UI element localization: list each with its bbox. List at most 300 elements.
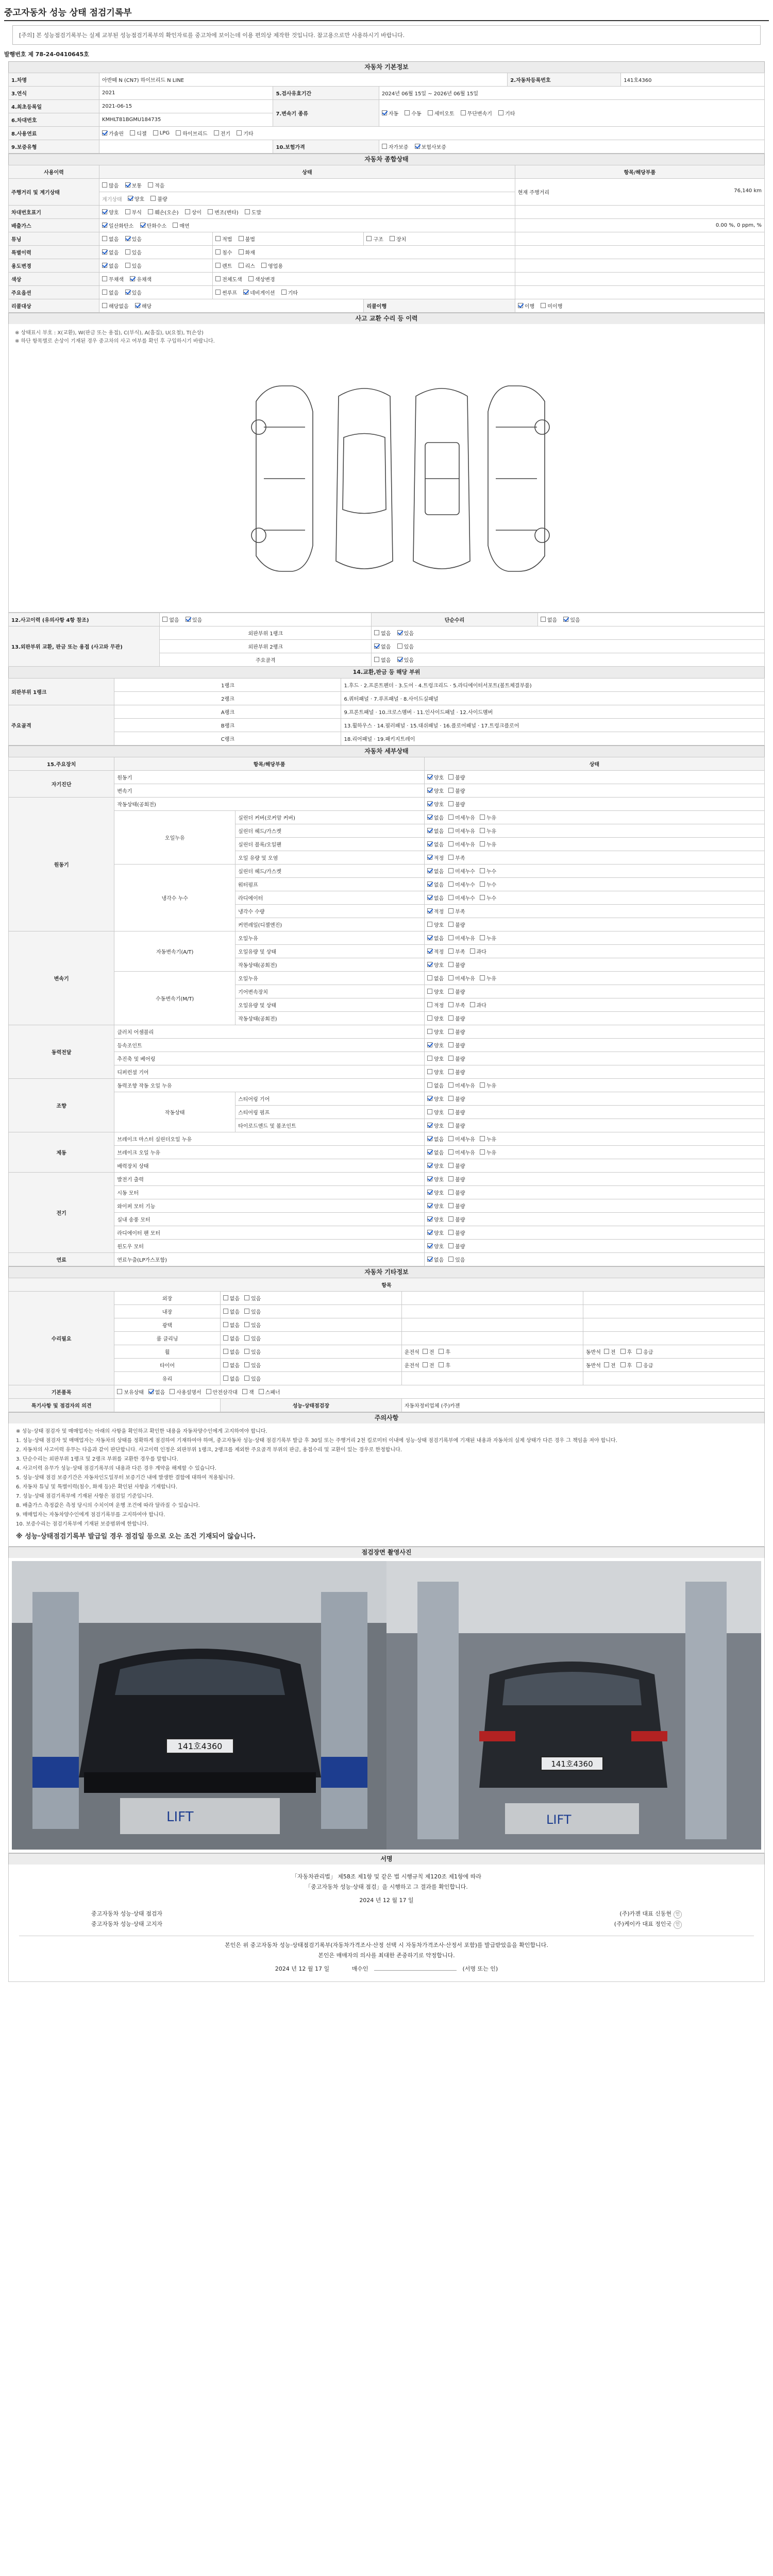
detail-state-check[interactable]: 미세누수	[448, 880, 475, 888]
mileage-many-check[interactable]: 많음	[102, 181, 119, 189]
checkbox	[427, 1015, 432, 1021]
checkbox	[223, 1295, 228, 1300]
other-extra-check[interactable]: 전	[604, 1361, 616, 1369]
detail-state-check[interactable]: 미세누유	[448, 934, 475, 942]
other-opinion-label: 특기사항 및 점검자의 의견	[9, 1399, 114, 1412]
detail-item-label: 등속조인트	[114, 1039, 424, 1052]
fuel-hybrid-check[interactable]: 하이브리드	[176, 129, 207, 137]
emission-smoke-check[interactable]: 매연	[173, 222, 189, 229]
detail-state-check[interactable]: 불량	[448, 1162, 465, 1170]
checkbox	[448, 989, 453, 994]
fuel-electric-check[interactable]: 전기	[214, 129, 230, 137]
checkbox	[390, 236, 395, 241]
detail-state-check[interactable]: 불량	[448, 988, 465, 995]
section-title: 주의사항	[8, 1412, 765, 1423]
special-yes-check[interactable]: 있음	[125, 248, 142, 256]
accident-yes-check[interactable]: 있음	[186, 616, 202, 623]
option-etc-check[interactable]: 기타	[281, 289, 298, 296]
recall-undone-check[interactable]: 미이행	[541, 302, 562, 310]
special-note	[515, 246, 764, 259]
other-state-check[interactable]: 있음	[244, 1308, 261, 1315]
detail-state-check[interactable]: 부족	[448, 1001, 465, 1009]
detail-state-check[interactable]: 양호	[427, 1041, 444, 1049]
emission-value: 0.00 %, 0 ppm, %	[515, 219, 764, 232]
mileage-few-check[interactable]: 적음	[148, 181, 164, 189]
other-extra-check[interactable]: 후	[439, 1361, 450, 1369]
detail-state-check[interactable]: 양호	[427, 1108, 444, 1116]
detail-state-check[interactable]: 미세누수	[448, 867, 475, 875]
section-accident	[8, 313, 765, 745]
recall-none-check[interactable]: 해당없음	[102, 302, 129, 310]
buyer-sign-field[interactable]	[374, 1970, 457, 1971]
warranty-insurer-check[interactable]: 보험사보증	[415, 143, 446, 150]
section-title: 서명	[8, 1853, 765, 1865]
other-state-check[interactable]: 없음	[223, 1308, 240, 1315]
tuning-none-check[interactable]: 없음	[102, 235, 119, 243]
detail-state-check[interactable]: 양호	[427, 1162, 444, 1170]
detail-state-check[interactable]: 불량	[448, 1242, 465, 1250]
detail-state-check[interactable]: 불량	[448, 1175, 465, 1183]
checkbox-checked	[102, 223, 107, 228]
detail-state-check[interactable]: 없음	[427, 1135, 444, 1143]
checkbox-checked	[102, 249, 107, 255]
detail-state-check[interactable]: 없음	[427, 867, 444, 875]
trans-etc-check[interactable]: 기타	[498, 109, 515, 117]
detail-state-check[interactable]: 양호	[427, 961, 444, 969]
checkbox	[176, 130, 181, 135]
detail-state-check[interactable]: 양호	[427, 1014, 444, 1022]
caution-line: 2. 자동차의 사고이력 유무는 다음과 같이 판단합니다. 사고이력 인정은 외판부위 1랭크, 2랭크를 제외한 주요골격 부위의 판금, 용접수리 및 교환이 있는 경우로 한정합니다.	[16, 1447, 402, 1453]
detail-state-check[interactable]: 누수	[480, 894, 496, 902]
special-fire-check[interactable]: 화재	[239, 248, 255, 256]
checkbox	[448, 1190, 453, 1195]
detail-state-check[interactable]: 미세누유	[448, 814, 475, 821]
detail-item-label: 시동 모터	[114, 1186, 424, 1199]
option-label: 주요옵션	[9, 286, 99, 299]
detail-state-options	[424, 1106, 764, 1119]
detail-state-check[interactable]: 불량	[448, 961, 465, 969]
table-row	[9, 1065, 765, 1079]
detail-state-options	[424, 1226, 764, 1240]
trans-auto-check[interactable]: 자동	[382, 109, 398, 117]
detail-state-check[interactable]: 양호	[427, 1175, 444, 1183]
table-row	[9, 1399, 765, 1412]
other-basic-check[interactable]: 없음	[148, 1388, 165, 1396]
detail-item-label: 와이퍼 모터 기능	[114, 1199, 424, 1213]
checkbox	[244, 1309, 249, 1314]
vin-damage-check[interactable]: 훼손(오손)	[148, 208, 178, 216]
recall-yes-check[interactable]: 해당	[135, 302, 152, 310]
checkbox	[448, 1015, 453, 1021]
detail-state-check[interactable]: 양호	[427, 773, 444, 781]
detail-state-check[interactable]: 불량	[448, 1095, 465, 1103]
fuel-options	[99, 127, 765, 140]
detail-state-check[interactable]: 누유	[480, 827, 496, 835]
frame-yes-check[interactable]: 있음	[397, 656, 414, 664]
checkbox	[259, 1389, 264, 1394]
vin-paint-check[interactable]: 도말	[245, 208, 261, 216]
detail-state-check[interactable]: 불량	[448, 1028, 465, 1036]
detail-state-check[interactable]: 양호	[427, 1122, 444, 1129]
detail-state-check[interactable]: 누유	[480, 1148, 496, 1156]
use-yes-check[interactable]: 있음	[125, 262, 142, 269]
other-extra-check[interactable]: 후	[620, 1361, 632, 1369]
checkbox	[480, 1082, 485, 1088]
repair-yes-check[interactable]: 있음	[563, 616, 580, 623]
tuning-sub2	[364, 232, 515, 246]
trans-semi-check[interactable]: 세미오토	[428, 109, 455, 117]
section-title: 점검장면 촬영사진	[8, 1547, 765, 1558]
detail-item-label: 원동기	[114, 771, 424, 784]
detail-state-check[interactable]: 적정	[427, 907, 444, 915]
rank2-none-check[interactable]: 없음	[374, 642, 391, 650]
other-extra-check[interactable]: 후	[439, 1348, 450, 1355]
fuel-etc-check[interactable]: 기타	[237, 129, 253, 137]
checkbox	[470, 1002, 475, 1007]
detail-state-check[interactable]: 양호	[427, 787, 444, 794]
detail-state-check[interactable]: 있음	[448, 1256, 465, 1263]
detail-state-check[interactable]: 불량	[448, 1041, 465, 1049]
other-state-check[interactable]: 없음	[223, 1375, 240, 1382]
other-extra-1	[401, 1318, 583, 1332]
detail-state-options	[424, 824, 764, 838]
rank2-yes-check[interactable]: 있음	[397, 642, 414, 650]
detail-group-label: 연료	[9, 1253, 114, 1266]
tuning-illegal-check[interactable]: 불법	[239, 235, 255, 243]
other-state-check[interactable]: 없음	[223, 1321, 240, 1329]
detail-state-check[interactable]: 양호	[427, 1215, 444, 1223]
col-state: 상태	[99, 165, 515, 179]
detail-state-check[interactable]: 누유	[480, 974, 496, 982]
detail-state-check[interactable]: 불량	[448, 787, 465, 794]
detail-item-label: 라디에이터	[236, 891, 425, 905]
checker-row: 중고자동차 성능·상태 점검자 (주)카젠 대표 신동현 인	[19, 1909, 754, 1919]
detail-state-check[interactable]: 불량	[448, 1215, 465, 1223]
detail-state-check[interactable]: 양호	[427, 988, 444, 995]
checkbox	[480, 868, 485, 873]
detail-item-label: 커먼레일(디젤엔진)	[236, 918, 425, 931]
fuel-diesel-check[interactable]: 디젤	[130, 129, 146, 137]
tuning-options	[99, 232, 213, 246]
option-navi-check[interactable]: 네비게이션	[243, 289, 275, 296]
detail-state-check[interactable]: 양호	[427, 1028, 444, 1036]
other-basic-check[interactable]: 사용설명서	[170, 1388, 201, 1396]
use-none-check[interactable]: 없음	[102, 262, 119, 269]
detail-state-check[interactable]: 없음	[427, 1148, 444, 1156]
other-extra-check[interactable]: 전	[423, 1361, 434, 1369]
other-state-check[interactable]: 있음	[244, 1375, 261, 1382]
table-row	[9, 1372, 765, 1385]
detail-state-check[interactable]: 양호	[427, 921, 444, 928]
emission-co-check[interactable]: 일산화탄소	[102, 222, 133, 229]
detail-state-check[interactable]: 불량	[448, 1108, 465, 1116]
checkbox	[366, 236, 372, 241]
detail-state-check[interactable]: 미세누유	[448, 840, 475, 848]
repair-none-check[interactable]: 없음	[541, 616, 557, 623]
vin-good-check[interactable]: 양호	[102, 208, 119, 216]
detail-state-check[interactable]: 불량	[448, 1202, 465, 1210]
detail-state-check[interactable]: 적정	[427, 947, 444, 955]
detail-item-label: 냉각수 수량	[236, 905, 425, 918]
detail-state-check[interactable]: 없음	[427, 1256, 444, 1263]
detail-state-check[interactable]: 미세누유	[448, 974, 475, 982]
detail-state-check[interactable]: 없음	[427, 827, 444, 835]
color-note	[515, 273, 764, 286]
detail-state-options	[424, 1039, 764, 1052]
other-state-check[interactable]: 없음	[223, 1294, 240, 1302]
checkbox-checked	[427, 841, 432, 846]
svg-text:141호4360: 141호4360	[177, 1741, 223, 1751]
checkbox	[448, 1109, 453, 1114]
other-item-label: 광택	[114, 1318, 220, 1332]
meter-bad-check[interactable]: 불량	[150, 195, 167, 202]
detail-state-check[interactable]: 없음	[427, 974, 444, 982]
checkbox	[448, 1149, 453, 1155]
detail-state-check[interactable]: 누유	[480, 814, 496, 821]
checkbox-checked	[415, 144, 420, 149]
table-row	[9, 1292, 765, 1305]
other-table	[8, 1278, 765, 1412]
detail-state-check[interactable]: 불량	[448, 1189, 465, 1196]
law-text-2: 「중고자동차 성능·상태 점검」을 시행하고 그 결과를 확인합니다.	[305, 1884, 468, 1890]
detail-state-check[interactable]: 양호	[427, 800, 444, 808]
detail-state-check[interactable]: 미세누유	[448, 1081, 475, 1089]
detail-item-label: 오일누유	[236, 931, 425, 945]
use-business-check[interactable]: 영업용	[261, 262, 283, 269]
use-lease-check[interactable]: 리스	[239, 262, 255, 269]
checkbox	[480, 1149, 485, 1155]
detail-state-check[interactable]: 과다	[470, 1001, 486, 1009]
detail-state-check[interactable]: 미세누유	[448, 1135, 475, 1143]
notice-box: [주의] 본 성능점검기록부는 실제 교부된 성능점검기록부의 확인자료를 중고차에 보이는데 이용 편의상 제작한 것입니다. 참고용으로만 사용하시기 바랍니다.	[12, 25, 761, 45]
svg-text:141호4360: 141호4360	[551, 1759, 593, 1769]
detail-state-check[interactable]: 없음	[427, 894, 444, 902]
detail-state-check[interactable]: 부족	[448, 854, 465, 861]
detail-state-check[interactable]: 없음	[427, 934, 444, 942]
rank1-options	[372, 626, 765, 640]
checkbox	[244, 1349, 249, 1354]
detail-state-check[interactable]: 불량	[448, 1122, 465, 1129]
detail-state-check[interactable]: 양호	[427, 1055, 444, 1062]
rank1-none-check[interactable]: 없음	[374, 629, 391, 637]
trans-manual-check[interactable]: 수동	[405, 109, 421, 117]
other-extra-check[interactable]: 전	[604, 1348, 616, 1355]
detail-state-options	[424, 1052, 764, 1065]
table-row	[9, 1079, 765, 1092]
recall-done-check[interactable]: 이행	[518, 302, 534, 310]
other-basic-check[interactable]: 잭	[242, 1388, 254, 1396]
other-extra-check[interactable]: 응급	[636, 1361, 653, 1369]
detail-state-check[interactable]: 불량	[448, 1055, 465, 1062]
detail-state-check[interactable]: 누유	[480, 840, 496, 848]
overall-table	[8, 165, 765, 313]
detail-state-check[interactable]: 누유	[480, 1081, 496, 1089]
section-other	[8, 1266, 765, 1412]
tuning-legal-check[interactable]: 적법	[215, 235, 232, 243]
other-site-label: 성능·상태점검장	[220, 1399, 401, 1412]
detail-state-check[interactable]: 누수	[480, 867, 496, 875]
inspection-photo-rear	[386, 1561, 761, 1850]
other-state-options	[220, 1359, 401, 1372]
detail-state-options	[424, 945, 764, 958]
checkbox	[374, 630, 379, 635]
table-row	[9, 1039, 765, 1052]
checkbox	[448, 922, 453, 927]
detail-item-label: 동력조향 작동 오일 누유	[114, 1079, 424, 1092]
detail-state-check[interactable]: 적정	[427, 1001, 444, 1009]
detail-state-check[interactable]: 누유	[480, 1135, 496, 1143]
other-col: 항목	[9, 1278, 765, 1292]
detail-state-check[interactable]: 부족	[448, 947, 465, 955]
car-outline-icon	[236, 381, 565, 577]
checkbox	[244, 1295, 249, 1300]
checkbox-checked	[427, 1216, 432, 1222]
other-extra-check[interactable]: 전	[423, 1348, 434, 1355]
option-sunroof-check[interactable]: 썬루프	[215, 289, 237, 296]
other-state-options	[220, 1292, 401, 1305]
checkbox	[448, 1096, 453, 1101]
special-flood-check[interactable]: 침수	[215, 248, 232, 256]
tuning-device-check[interactable]: 장치	[390, 235, 406, 243]
detail-state-check[interactable]: 없음	[427, 814, 444, 821]
special-sub	[213, 246, 515, 259]
detail-state-check[interactable]: 과다	[470, 947, 486, 955]
warranty-self-check[interactable]: 자가보증	[382, 143, 409, 150]
year-label: 3.연식	[9, 87, 99, 100]
other-state-check[interactable]: 있음	[244, 1321, 261, 1329]
detail-state-check[interactable]: 불량	[448, 773, 465, 781]
detail-state-check[interactable]: 불량	[448, 1014, 465, 1022]
checkbox	[448, 815, 453, 820]
meter-good-check[interactable]: 양호	[128, 195, 144, 202]
fuel-lpg-check[interactable]: LPG	[153, 130, 170, 136]
checkbox	[448, 868, 453, 873]
checkbox-checked	[427, 895, 432, 900]
vin-mark-note	[515, 206, 764, 219]
checkbox	[215, 290, 221, 295]
vin-rust-check[interactable]: 부식	[125, 208, 142, 216]
other-extra-2	[583, 1372, 764, 1385]
other-extra-check[interactable]: 후	[620, 1348, 632, 1355]
checkbox-checked	[427, 948, 432, 954]
special-none-check[interactable]: 없음	[102, 248, 119, 256]
other-basic-check[interactable]: 안전삼각대	[206, 1388, 238, 1396]
detail-state-check[interactable]: 불량	[448, 921, 465, 928]
detail-group-label: 조향	[9, 1079, 114, 1132]
outer-parts2: 6.쿼터패널 · 7.루프패널 · 8.사이드실패널	[341, 692, 765, 705]
other-extra-1	[401, 1372, 583, 1385]
detail-item-label: 브레이크 오일 누유	[114, 1146, 424, 1159]
checkbox-checked	[140, 223, 145, 228]
other-extra-check[interactable]: 응급	[636, 1348, 653, 1355]
other-state-check[interactable]: 있음	[244, 1294, 261, 1302]
option-note	[515, 286, 764, 299]
checkbox	[102, 182, 107, 188]
accident-options	[160, 613, 372, 626]
detail-state-check[interactable]: 미세누수	[448, 894, 475, 902]
option-none-check[interactable]: 없음	[102, 289, 119, 296]
detail-state-check[interactable]: 적정	[427, 854, 444, 861]
frame-none-check[interactable]: 없음	[374, 656, 391, 664]
detail-state-check[interactable]: 미세누유	[448, 827, 475, 835]
tuning-struct-check[interactable]: 구조	[366, 235, 383, 243]
checkbox-checked	[427, 1136, 432, 1141]
other-state-check[interactable]: 있음	[244, 1334, 261, 1342]
detail-state-check[interactable]: 양호	[427, 1229, 444, 1236]
table-row	[9, 1332, 765, 1345]
other-state-check[interactable]: 없음	[223, 1361, 240, 1369]
other-item-label: 타이어	[114, 1359, 220, 1372]
other-state-check[interactable]: 있음	[244, 1348, 261, 1355]
color-full-check[interactable]: 전체도색	[215, 275, 242, 283]
detail-state-check[interactable]: 미세누유	[448, 1148, 475, 1156]
detail-state-check[interactable]: 누유	[480, 934, 496, 942]
option-yes-check[interactable]: 있음	[125, 289, 142, 296]
color-achromatic-check[interactable]: 무채색	[102, 275, 124, 283]
detail-state-check[interactable]: 양호	[427, 1189, 444, 1196]
detail-state-options	[424, 1253, 764, 1266]
section-title: 자동차 기타정보	[8, 1266, 765, 1278]
other-state-check[interactable]: 있음	[244, 1361, 261, 1369]
caution-line: 8. 배출가스 측정값은 측정 당시의 수치이며 운행 조건에 따라 달라질 수 있습니다.	[16, 1503, 200, 1509]
other-group-label: 수리필요	[9, 1292, 114, 1385]
detail-state-check[interactable]: 양호	[427, 1068, 444, 1076]
detail-state-check[interactable]: 없음	[427, 1081, 444, 1089]
detail-state-check[interactable]: 없음	[427, 840, 444, 848]
detail-state-check[interactable]: 양호	[427, 1095, 444, 1103]
use-rent-check[interactable]: 렌트	[215, 262, 232, 269]
other-basic-check[interactable]: 보유상태	[117, 1388, 144, 1396]
other-state-check[interactable]: 없음	[223, 1334, 240, 1342]
detail-item-label: 실내 송풍 모터	[114, 1213, 424, 1226]
detail-state-check[interactable]: 양호	[427, 1202, 444, 1210]
detail-state-check[interactable]: 없음	[427, 880, 444, 888]
parts-table	[8, 678, 765, 745]
emission-hc-check[interactable]: 탄화수소	[140, 222, 167, 229]
other-state-options	[220, 1332, 401, 1345]
mileage-normal-check[interactable]: 보통	[125, 181, 142, 189]
other-state-check[interactable]: 없음	[223, 1348, 240, 1355]
tuning-yes-check[interactable]: 있음	[125, 235, 142, 243]
trans-cvt-check[interactable]: 무단변속기	[461, 109, 492, 117]
rank1-yes-check[interactable]: 있음	[397, 629, 414, 637]
detail-group-label: 원동기	[9, 798, 114, 931]
detail-state-check[interactable]: 양호	[427, 1242, 444, 1250]
color-chromatic-check[interactable]: 유채색	[130, 275, 152, 283]
fuel-gasoline-check[interactable]: 가솔린	[102, 129, 124, 137]
accident-none-check[interactable]: 없음	[162, 616, 179, 623]
vin-alter-check[interactable]: 변조(변타)	[208, 208, 238, 216]
other-state-options	[220, 1372, 401, 1385]
detail-state-check[interactable]: 누수	[480, 880, 496, 888]
checkbox	[170, 1389, 175, 1394]
color-change-check[interactable]: 색상변경	[248, 275, 275, 283]
vin-diff-check[interactable]: 상이	[185, 208, 201, 216]
checkbox	[448, 828, 453, 833]
checkbox-checked	[427, 868, 432, 873]
checkbox	[185, 209, 190, 214]
diagram-legend: ※ 상태표시 부호 : X(교환), W(판금 또는 용접), C(부식), A(흠집), U(요철), T(손상) ※ 하단 항목별로 손상이 기재된 경우 중고차의 사고 여부를 확인 후 구입하시기 바랍니다.	[15, 330, 215, 344]
detail-state-check[interactable]: 불량	[448, 800, 465, 808]
checkbox	[480, 1136, 485, 1141]
detail-state-check[interactable]: 불량	[448, 1229, 465, 1236]
detail-state-check[interactable]: 불량	[448, 1068, 465, 1076]
checkbox	[439, 1349, 444, 1354]
other-basic-check[interactable]: 스패너	[259, 1388, 280, 1396]
detail-state-options	[424, 865, 764, 878]
detail-state-check[interactable]: 부족	[448, 907, 465, 915]
table-row	[9, 1213, 765, 1226]
